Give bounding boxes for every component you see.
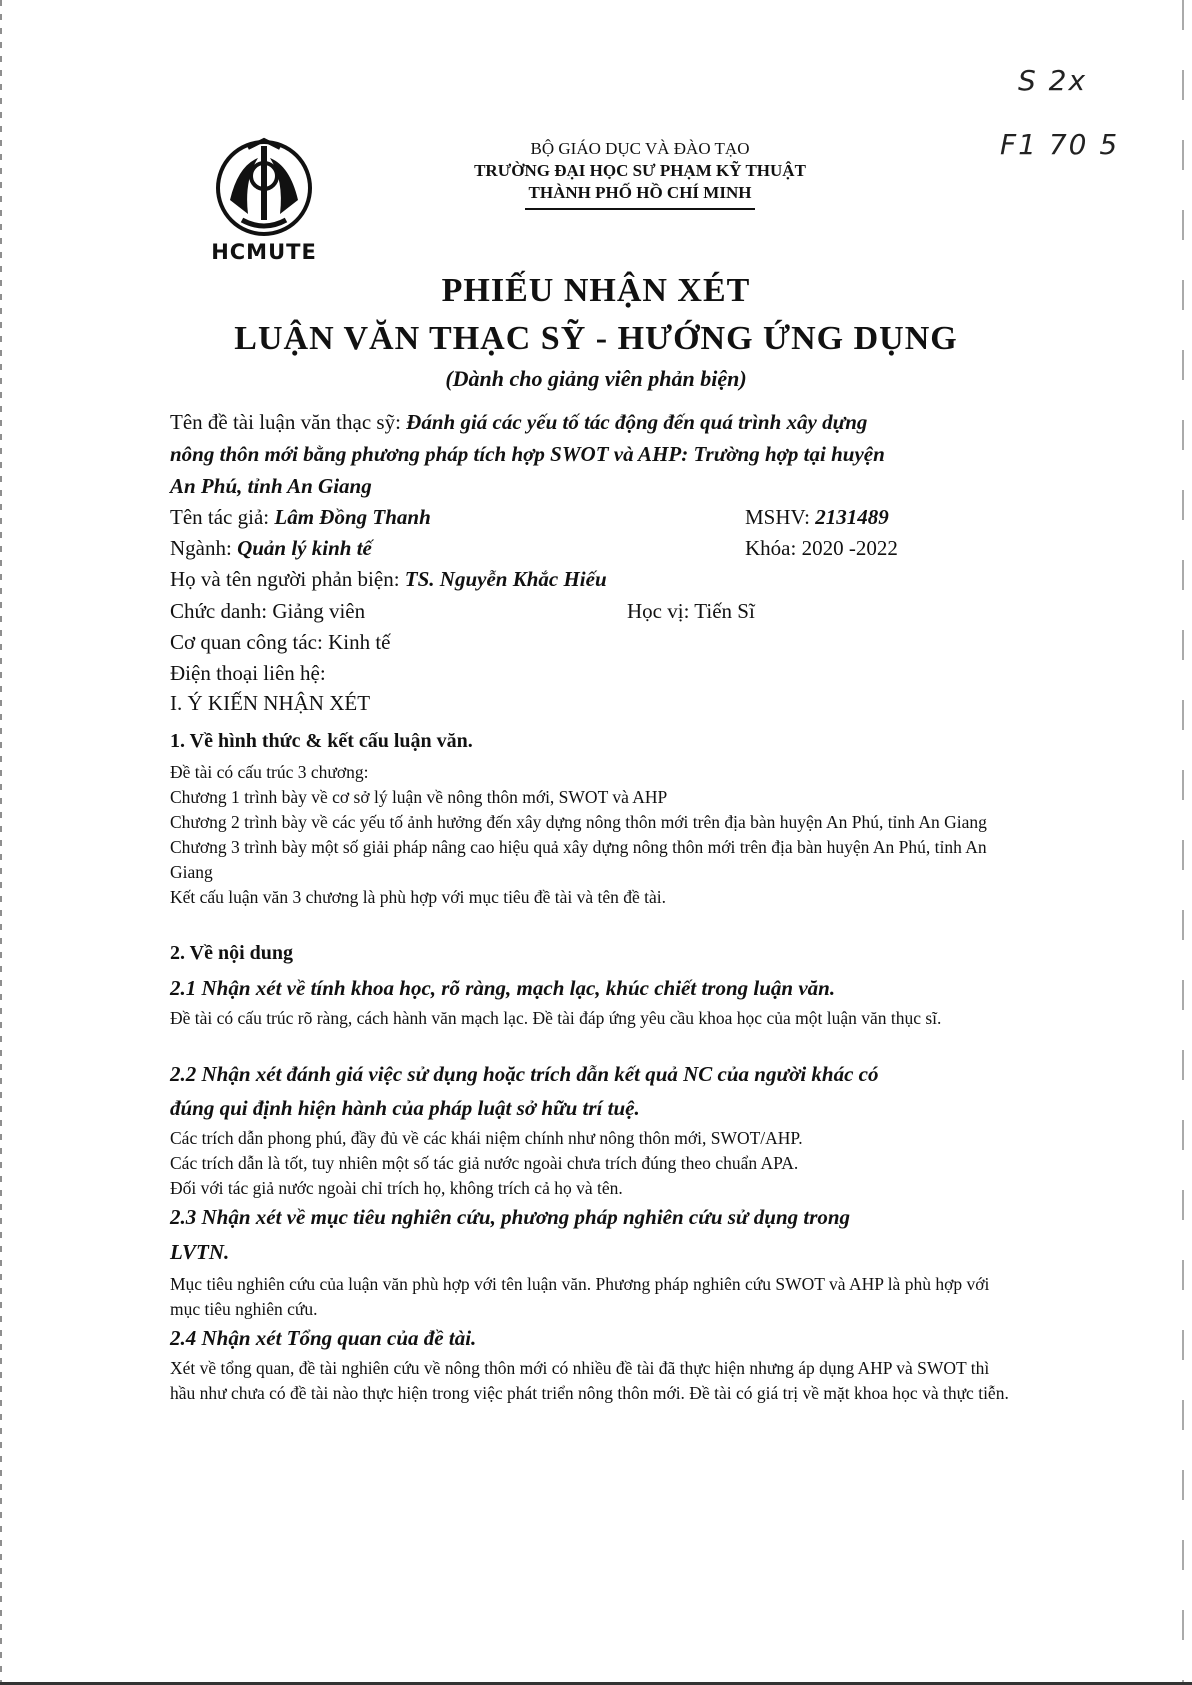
degree-value: Tiến Sĩ (694, 599, 755, 623)
topic-line-1 (170, 410, 867, 435)
header-underline (525, 208, 755, 210)
topic-text-3: An Phú, tỉnh An Giang (170, 474, 372, 498)
scan-edge-left (0, 0, 2, 1685)
subsection-2-2-line: Đối với tác giả nước ngoài chỉ trích họ, không trích cả họ và tên. (170, 1178, 623, 1198)
position-value: Giảng viên (272, 599, 366, 623)
reviewer-row (170, 567, 607, 592)
subsection-2-2-heading-cont: đúng qui định hiện hành của pháp luật sở hữu trí tuệ. (170, 1096, 640, 1120)
section-1-body (170, 760, 1010, 910)
author-name: Lâm Đồng Thanh (274, 505, 431, 529)
workplace-value: Kinh tế (328, 630, 391, 654)
subsection-2-3-heading: 2.3 Nhận xét về mục tiêu nghiên cứu, phương pháp nghiên cứu sử dụng trong (170, 1205, 851, 1229)
section-1-line: Kết cấu luận văn 3 chương là phù hợp với mục tiêu đề tài và tên đề tài. (170, 887, 666, 907)
mshv-label: MSHV: (745, 505, 816, 529)
subsection-2-2-line: Các trích dẫn phong phú, đầy đủ về các khái niệm chính như nông thôn mới, SWOT/AHP. (170, 1128, 803, 1148)
course-value: 2020 -2022 (801, 536, 898, 560)
logo-emblem-icon (208, 136, 320, 240)
reviewer-name: TS. Nguyễn Khắc Hiếu (404, 567, 607, 591)
topic-line-2 (170, 442, 885, 467)
course-row (745, 536, 898, 561)
degree-label: Học vị: (627, 599, 695, 623)
topic-label: Tên đề tài luận văn thạc sỹ: (170, 410, 407, 434)
section-2-heading: 2. Về nội dung (170, 942, 294, 964)
document-subtitle: (Dành cho giảng viên phản biện) (445, 366, 747, 391)
major-row (170, 536, 372, 561)
scan-edge-right (1182, 0, 1184, 1685)
document-title-line2: LUẬN VĂN THẠC SỸ - HƯỚNG ỨNG DỤNG (234, 320, 958, 357)
section-1-line: Chương 3 trình bày một số giải pháp nâng cao hiệu quả xây dựng nông thôn mới trên địa bàn huyện An Phú, tỉnh An Giang (170, 837, 987, 882)
major-label: Ngành: (170, 536, 238, 560)
subsection-2-1-body: Đề tài có cấu trúc rõ ràng, cách hành văn mạch lạc. Đề tài đáp ứng yêu cầu khoa học của một luận văn thục sĩ. (170, 1008, 942, 1028)
degree-row (627, 599, 755, 624)
subsection-2-1-heading: 2.1 Nhận xét về tính khoa học, rõ ràng, mạch lạc, khúc chiết trong luận văn. (170, 976, 836, 1000)
course-label: Khóa: (745, 536, 802, 560)
subsection-2-4-heading: 2.4 Nhận xét Tổng quan của đề tài. (170, 1326, 477, 1350)
position-label: Chức danh: (170, 599, 273, 623)
section-1-heading: 1. Về hình thức & kết cấu luận văn. (170, 730, 473, 752)
subsection-2-2-body (170, 1126, 1010, 1201)
handwritten-note-1: S 2x (1018, 64, 1088, 97)
workplace-row (170, 630, 390, 655)
institution-header (420, 138, 860, 210)
ministry-name: BỘ GIÁO DỤC VÀ ĐÀO TẠO (530, 139, 750, 158)
position-row (170, 599, 365, 624)
logo-label: HCMUTE (211, 240, 317, 264)
subsection-2-3-heading-cont: LVTN. (170, 1240, 230, 1264)
section-title: I. Ý KIẾN NHẬN XÉT (170, 691, 371, 715)
subsection-2-2-heading: 2.2 Nhận xét đánh giá việc sử dụng hoặc trích dẫn kết quả NC của người khác có (170, 1062, 879, 1086)
document-title: PHIẾU NHẬN XÉT (441, 272, 751, 309)
workplace-label: Cơ quan công tác: (170, 630, 329, 654)
topic-text-1: Đánh giá các yếu tố tác động đến quá trình xây dựng (406, 410, 868, 434)
section-1-line: Chương 1 trình bày về cơ sở lý luận về nông thôn mới, SWOT và AHP (170, 787, 668, 807)
subsection-2-3-body: Mục tiêu nghiên cứu của luận văn phù hợp với tên luận văn. Phương pháp nghiên cứu SWOT và AHP là phù hợp với mục tiêu nghiên cứu. (170, 1274, 990, 1319)
university-name: TRƯỜNG ĐẠI HỌC SƯ PHẠM KỸ THUẬT (474, 161, 806, 180)
topic-text-2: nông thôn mới bằng phương pháp tích hợp SWOT và AHP: Trường hợp tại huyện (170, 442, 885, 466)
mshv-row (745, 505, 889, 530)
subsection-2-4-body: Xét về tổng quan, đề tài nghiên cứu về nông thôn mới có nhiều đề tài đã thực hiện nhưng áp dụng AHP và SWOT thì hầu như chưa có đề tài nào thực hiện trong việc phát triển nông thôn mới. Đề tài có giá trị về mặt khoa học và thực tiễn. (170, 1358, 1009, 1403)
mshv-value: 2131489 (815, 505, 889, 529)
author-label: Tên tác giả: (170, 505, 275, 529)
reviewer-label: Họ và tên người phản biện: (170, 567, 405, 591)
subsection-2-2-line: Các trích dẫn là tốt, tuy nhiên một số tác giả nước ngoài chưa trích đúng theo chuẩn APA. (170, 1153, 799, 1173)
city-name: THÀNH PHỐ HỒ CHÍ MINH (528, 183, 752, 202)
section-1-line: Chương 2 trình bày về các yếu tố ảnh hưởng đến xây dựng nông thôn mới trên địa bàn huyện An Phú, tỉnh An Giang (170, 812, 987, 832)
university-logo (208, 136, 320, 266)
handwritten-note-2: F1 70 5 (1000, 128, 1120, 161)
section-1-line: Đề tài có cấu trúc 3 chương: (170, 762, 369, 782)
author-row (170, 505, 431, 530)
phone-label: Điện thoại liên hệ: (170, 661, 326, 685)
major-value: Quản lý kinh tế (237, 536, 372, 560)
topic-line-3 (170, 474, 372, 499)
